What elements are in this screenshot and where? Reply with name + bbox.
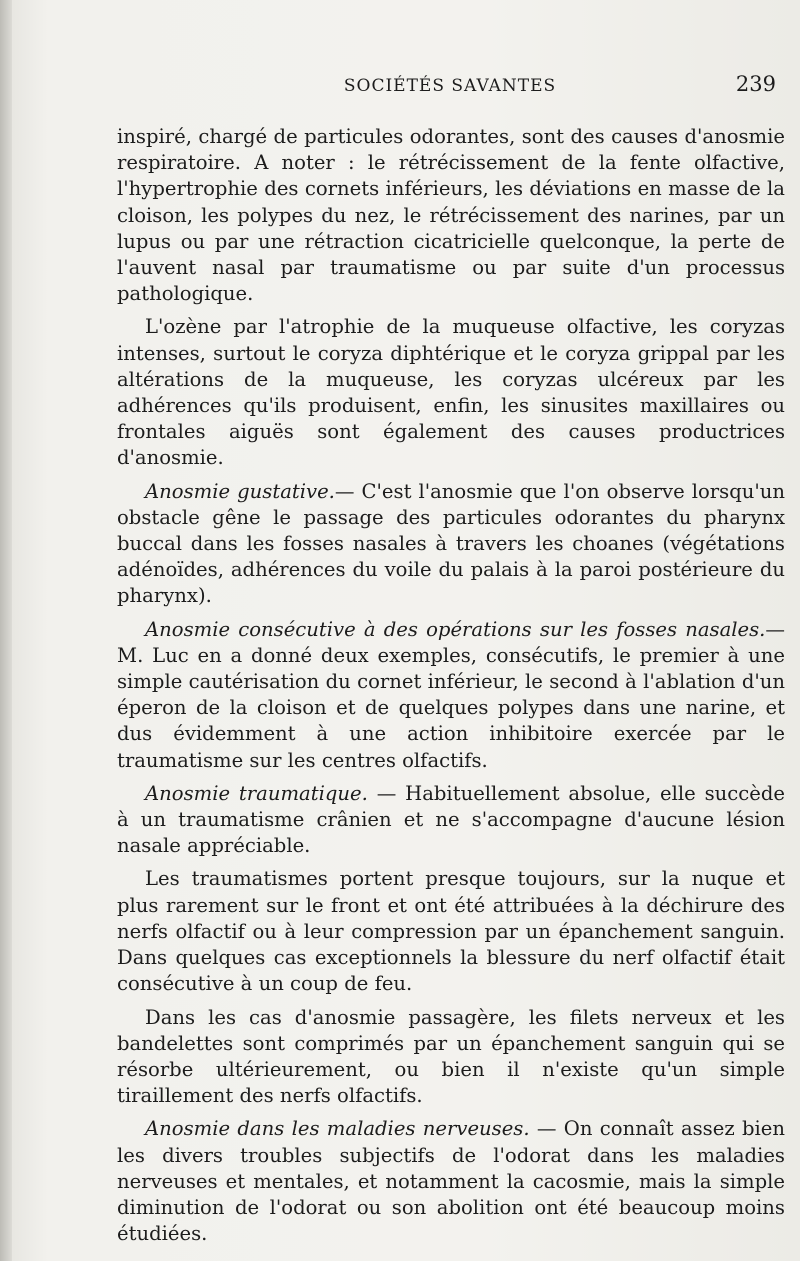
paragraph — [117, 866, 785, 997]
section-heading: Anosmie traumatique. — [145, 781, 368, 805]
paragraph-text: Les traumatismes portent presque toujours, sur la nuque et plus rarement sur le front et ont été attribuées à la déchirure des nerfs olfactif ou à leur compression par un épanchement sanguin. Dans quelques cas exceptionnels la blessure du nerf olfactif était consécutive à un coup de feu. — [117, 867, 785, 996]
paragraph — [117, 617, 785, 774]
paragraph-text: inspiré, chargé de particules odorantes, sont des causes d'anosmie respiratoire. A noter : le rétrécissement de la fente olfactive, l'hypertrophie des cornets inférieurs, les déviations en masse de la cloison, les polypes du nez, le rétrécissement des narines, par un lupus ou par une rétraction cicatricielle quelconque, la perte de l'auvent nasal par traumatisme ou par suite d'un processus pathologique. — [117, 125, 785, 306]
page-header — [110, 72, 790, 106]
paragraph — [117, 781, 785, 860]
paragraph — [117, 124, 785, 307]
paragraph-text: — On connaît assez bien les divers troubles subjectifs de l'odorat dans les maladies nerveuses et mentales, et notamment la cacosmie, mais la simple diminution de l'odorat ou son abolition ont été beaucoup moins étudiées. — [117, 1117, 785, 1246]
paragraph — [117, 314, 785, 471]
section-heading: Anosmie dans les maladies nerveuses. — [145, 1117, 530, 1141]
paragraph-text: — C'est l'anosmie que l'on observe lorsqu'un obstacle gêne le passage des particules odorantes du pharynx buccal dans les fosses nasales à travers les choanes (végétations adénoïdes, adhérences du voile du palais à la paroi postérieure du pharynx). — [117, 479, 785, 608]
running-title: SOCIÉTÉS SAVANTES — [343, 76, 557, 96]
paragraph-text: — Habituellement absolue, elle succède à un traumatisme crânien et ne s'accompagne d'aucune lésion nasale appréciable. — [117, 781, 785, 858]
paragraph-text: Dans les cas d'anosmie passagère, les filets nerveux et les bandelettes sont comprimés par un épanchement sanguin qui se résorbe ultérieurement, ou bien il n'existe qu'un simple tiraillement des nerfs olfactifs. — [117, 1005, 785, 1108]
paragraph-text: L'ozène par l'atrophie de la muqueuse olfactive, les coryzas intenses, surtout le coryza diphtérique et le coryza grippal par les altérations de la muqueuse, les coryzas ulcéreux par les adhérences qu'ils produisent, enfin, les sinusites maxillaires ou frontales aiguës sont également des causes productrices d'anosmie. — [117, 315, 785, 470]
section-heading: Anosmie consécutive à des opérations sur les fosses nasales. — [145, 617, 766, 641]
page-gutter-shadow — [0, 0, 12, 1261]
body-text — [117, 124, 785, 1254]
paragraph — [117, 1005, 785, 1110]
page-number: 239 — [735, 72, 776, 96]
paragraph — [117, 479, 785, 610]
section-heading: Anosmie gustative. — [145, 479, 335, 503]
paragraph-text: — M. Luc en a donné deux exemples, consécutifs, le premier à une simple cautérisation du cornet inférieur, le second à l'ablation d'un éperon de la cloison et de quelques polypes dans une narine, et dus évidemment à une action inhibitoire exercée par le traumatisme sur les centres olfactifs. — [117, 617, 785, 772]
paragraph — [117, 1116, 785, 1247]
